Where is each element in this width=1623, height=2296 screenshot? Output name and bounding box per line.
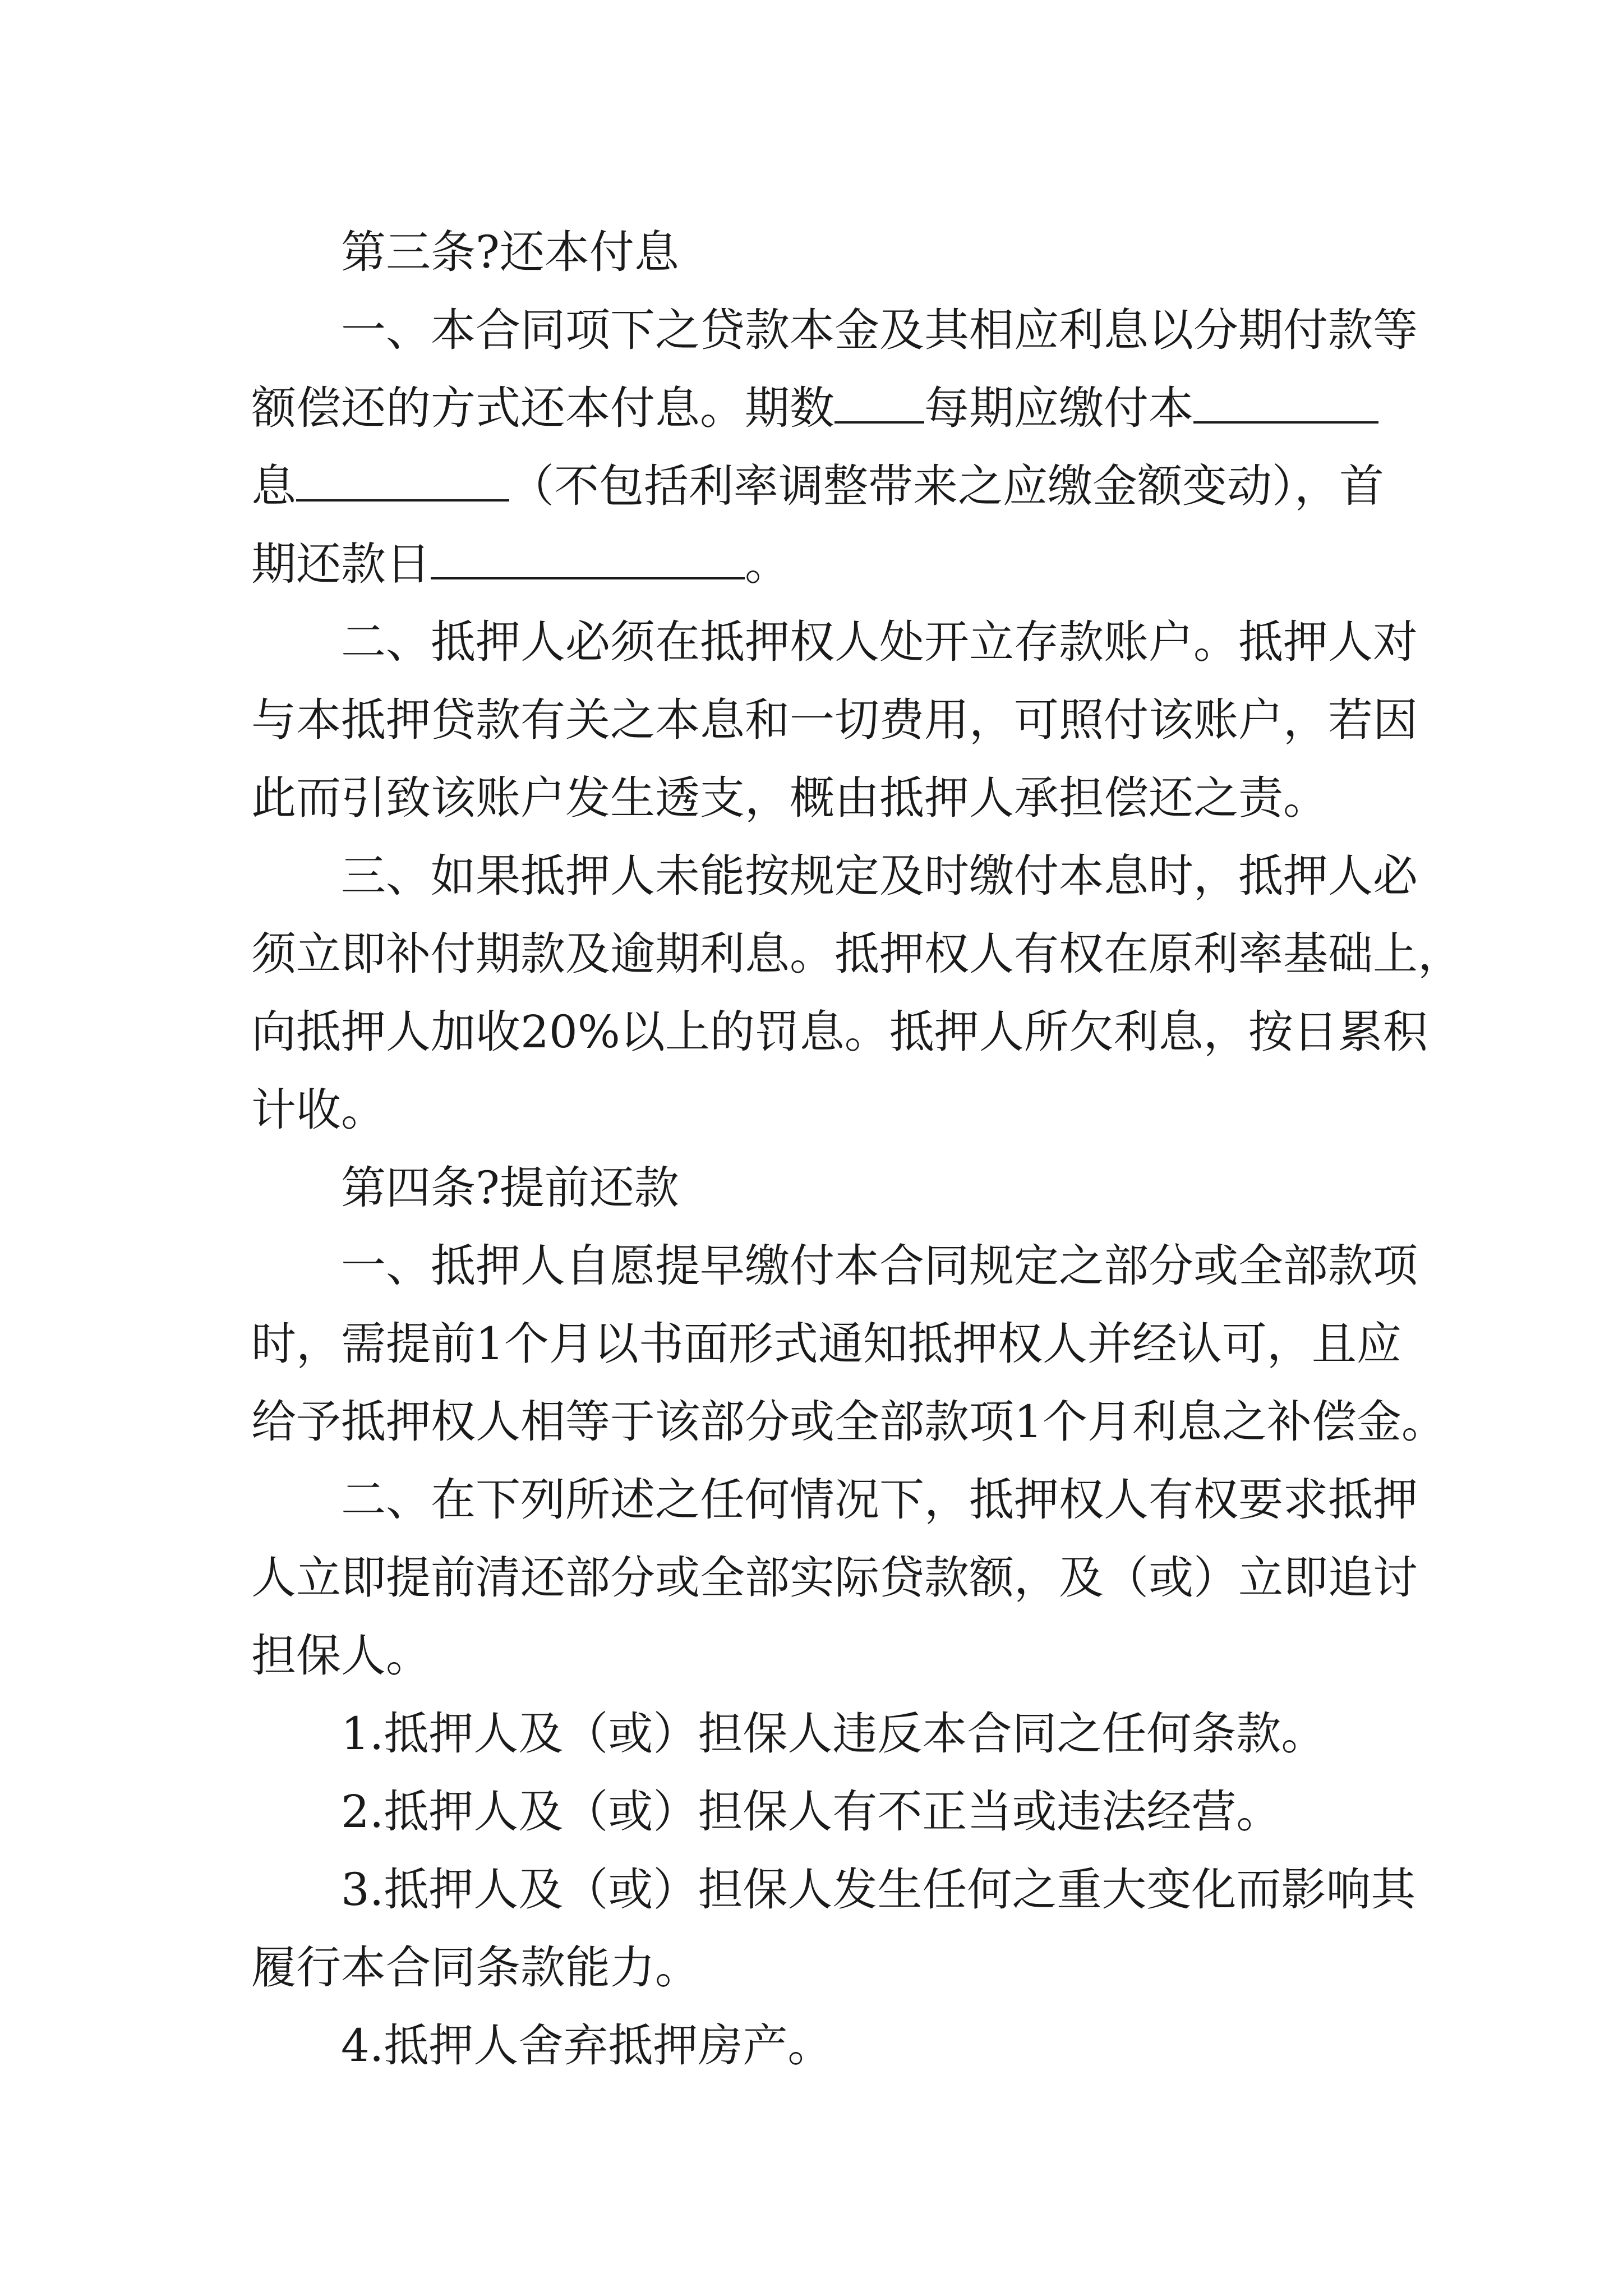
paragraph-line: 与本抵押贷款有关之本息和一切费用，可照付该账户，若因 [251,694,1418,746]
paragraph-line: 一、抵押人自愿提早缴付本合同规定之部分或全部款项 [341,1240,1418,1292]
list-item: 2.抵押人及（或）担保人有不正当或违法经营。 [341,1786,1281,1838]
blank-installments[interactable] [834,382,924,424]
paragraph-line: 时，需提前1个月以书面形式通知抵押权人并经认可，且应 [251,1318,1401,1370]
text-span: （不包括利率调整带来之应缴金额变动），首 [509,460,1384,512]
document-page [251,213,1463,2085]
paragraph-line: 担保人。 [251,1630,431,1682]
paragraph-line: 计收。 [251,1084,386,1136]
paragraph-line: 二、在下列所述之任何情况下，抵押权人有权要求抵押 [341,1474,1418,1526]
paragraph-line: 二、抵押人必须在抵押权人处开立存款账户。抵押人对 [341,616,1418,668]
text-span: 额偿还的方式还本付息。期数 [251,382,834,434]
paragraph-line: 履行本合同条款能力。 [251,1941,700,1994]
paragraph-line [251,369,1380,447]
paragraph-line [251,447,1384,525]
text-span: 每期应缴付本 [924,382,1193,434]
paragraph-line: 一、本合同项下之贷款本金及其相应利息以分期付款等 [341,304,1418,356]
blank-first-repayment-date[interactable] [431,538,745,579]
paragraph-line: 给予抵押权人相等于该部分或全部款项1个月利息之补偿金。 [251,1396,1446,1448]
text-span: 息 [251,460,296,512]
blank-interest[interactable] [296,460,509,501]
list-item: 3.抵押人及（或）担保人发生任何之重大变化而影响其 [341,1864,1416,1916]
text-span: 期还款日 [251,538,431,590]
list-item: 1.抵押人及（或）担保人违反本合同之任何条款。 [341,1708,1326,1760]
list-item: 4.抵押人舍弃抵押房产。 [341,2019,833,2072]
article-4-heading: 第四条?提前还款 [341,1162,679,1214]
paragraph-line: 三、如果抵押人未能按规定及时缴付本息时，抵押人必 [341,850,1418,902]
article-3-heading: 第三条?还本付息 [341,226,679,278]
paragraph-line: 须立即补付期款及逾期利息。抵押权人有权在原利率基础上， [251,928,1463,980]
paragraph-line: 人立即提前清还部分或全部实际贷款额，及（或）立即追讨 [251,1552,1418,1604]
blank-per-payment[interactable] [1193,382,1378,424]
text-span: 。 [745,538,790,590]
paragraph-line: 向抵押人加收20%以上的罚息。抵押人所欠利息，按日累积 [251,1006,1428,1058]
paragraph-line [251,525,1380,603]
paragraph-line: 此而引致该账户发生透支，概由抵押人承担偿还之责。 [251,772,1328,824]
